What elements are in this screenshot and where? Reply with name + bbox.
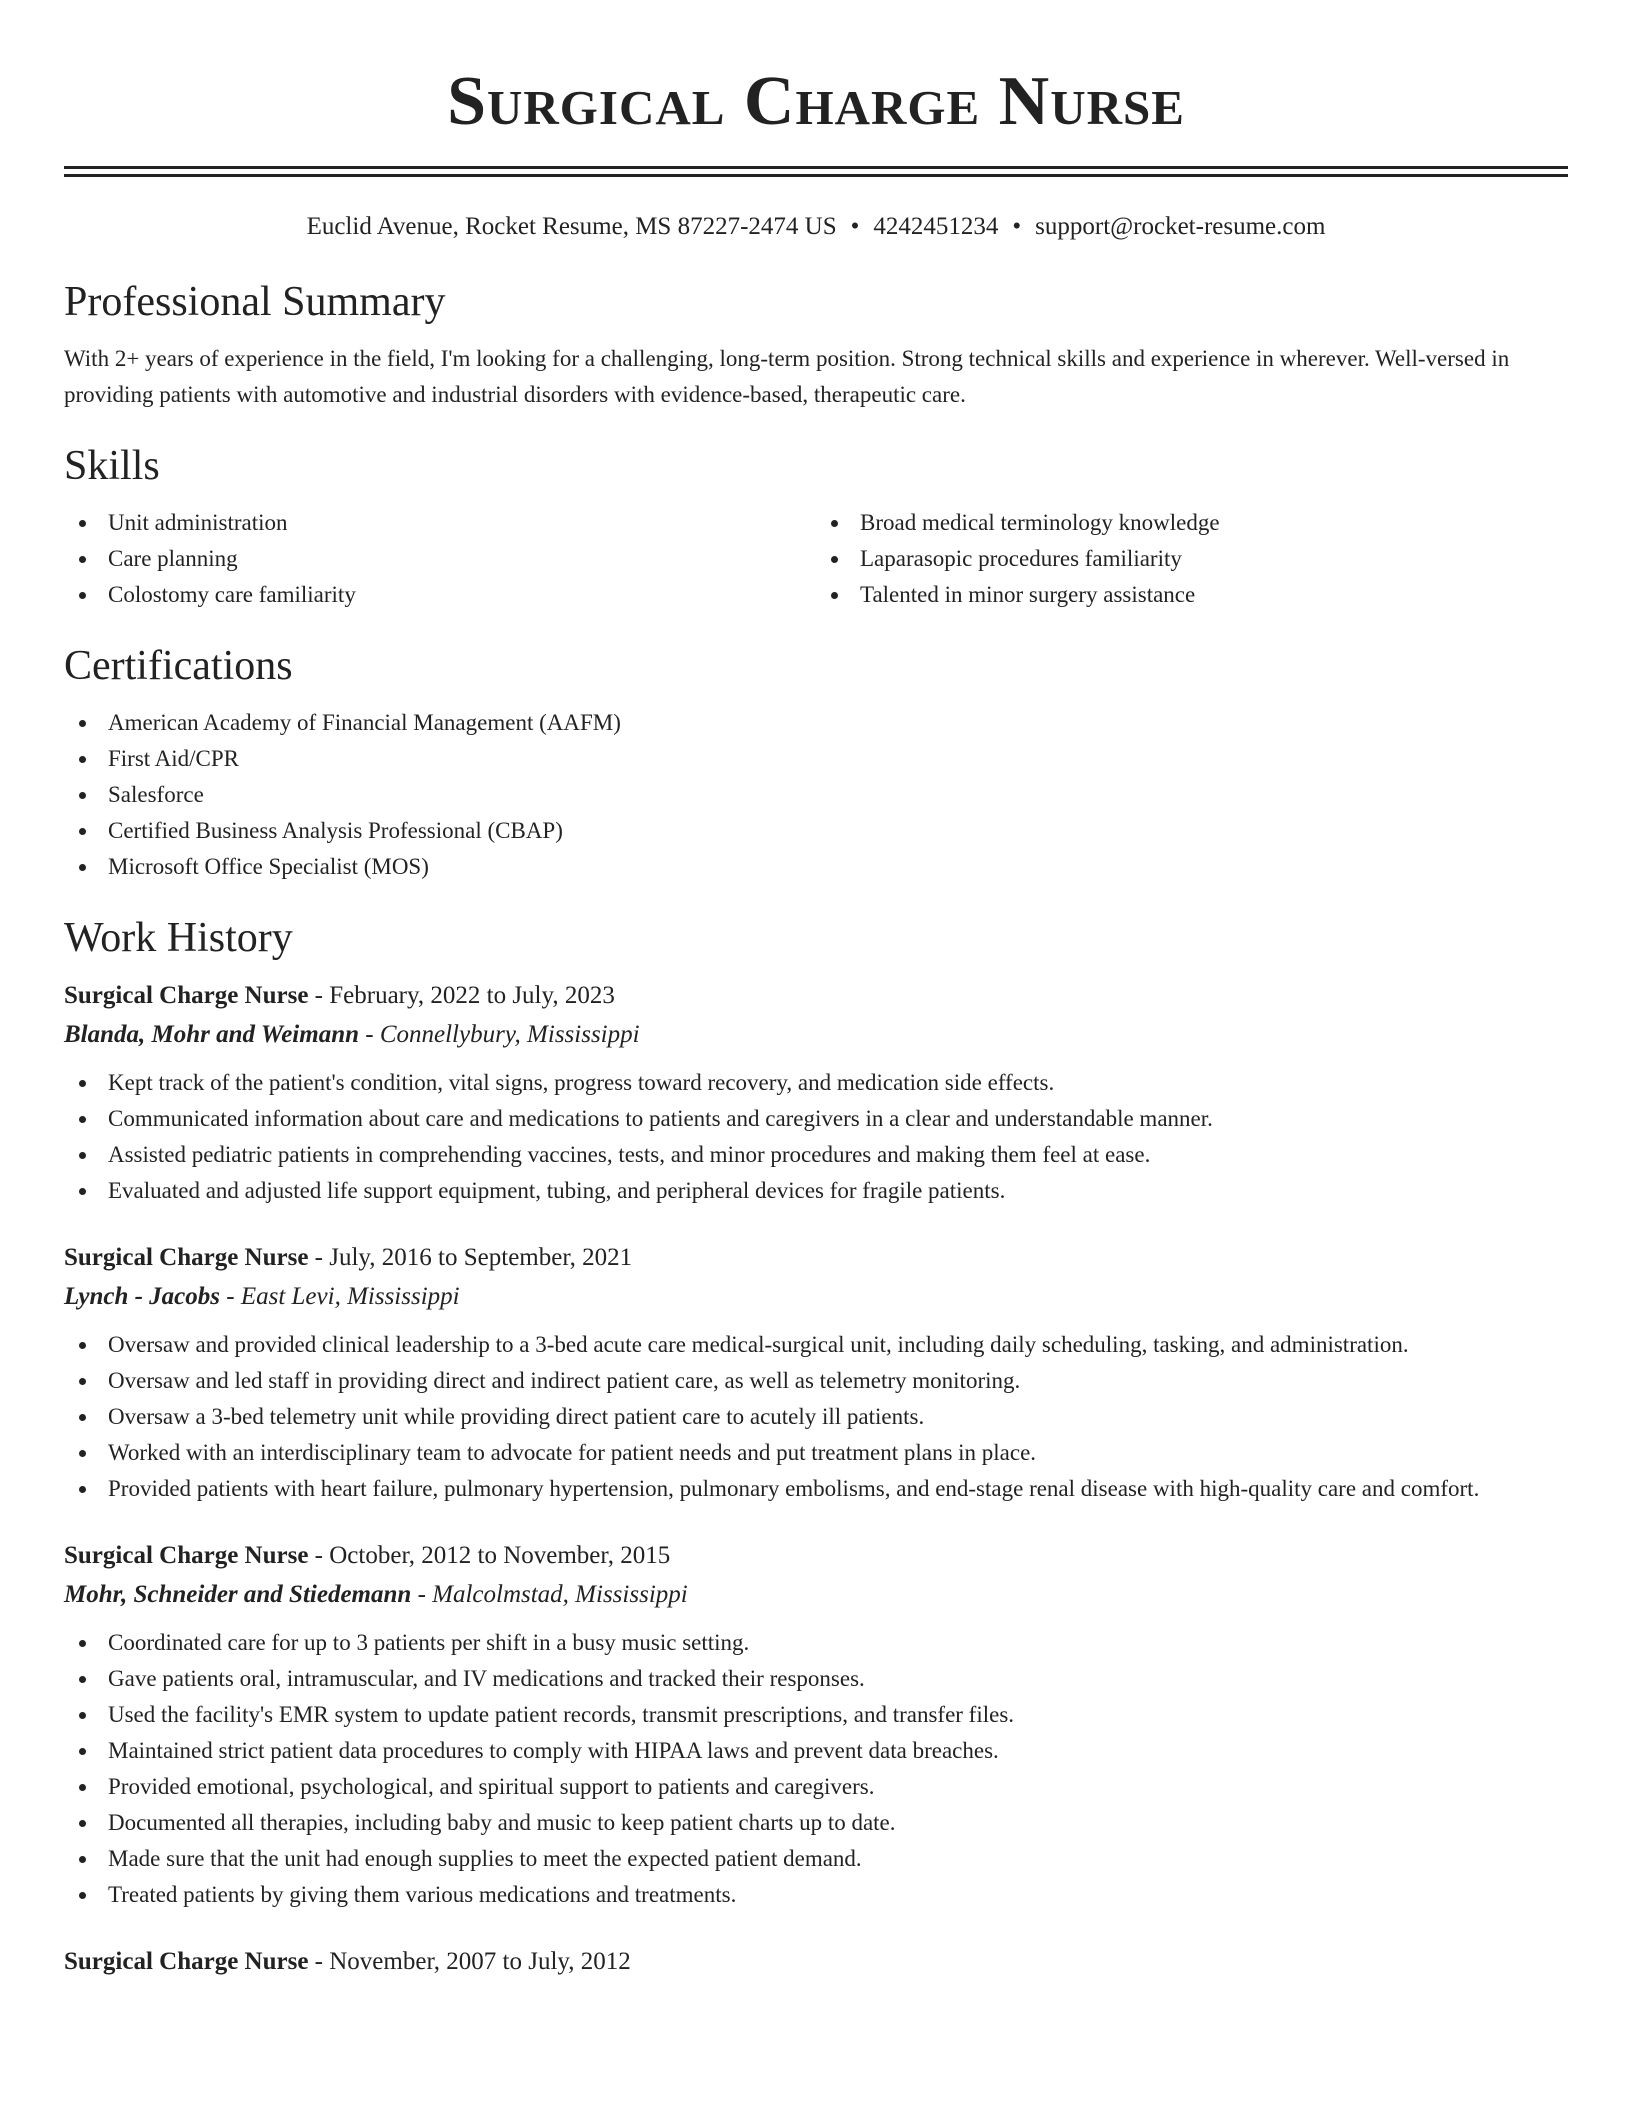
job-dates: July, 2016 to September, 2021	[329, 1244, 633, 1271]
job-location: Malcolmstad, Mississippi	[432, 1581, 688, 1608]
summary-section	[64, 277, 1568, 413]
job-bullet	[64, 1877, 1568, 1913]
job-company-line	[64, 1575, 1568, 1615]
certifications-heading: Certifications	[64, 643, 293, 689]
job-company: Mohr, Schneider and Stiedemann	[64, 1581, 412, 1608]
dash: -	[220, 1283, 241, 1310]
bullet-dot	[79, 1486, 86, 1493]
job-dates: February, 2022 to July, 2023	[329, 982, 615, 1009]
bullet-dot	[831, 556, 838, 563]
certification-item	[64, 813, 1568, 849]
certification-text: Salesforce	[108, 782, 204, 807]
skill-item	[64, 505, 816, 541]
contact-phone[interactable]: 4242451234	[873, 213, 999, 240]
certification-item	[64, 777, 1568, 813]
bullet-dot	[79, 1342, 86, 1349]
bullet-dot	[79, 1820, 86, 1827]
bullet-dot	[79, 1640, 86, 1647]
skill-text: Laparasopic procedures familiarity	[860, 546, 1182, 571]
job-bullet-text: Evaluated and adjusted life support equipment, tubing, and peripheral devices for fragile patients.	[108, 1178, 1006, 1203]
job-company: Blanda, Mohr and Weimann	[64, 1021, 360, 1048]
job-role: Surgical Charge Nurse	[64, 1542, 309, 1569]
skills-heading: Skills	[64, 443, 160, 489]
bullet-dot	[79, 828, 86, 835]
job-bullet-text: Worked with an interdisciplinary team to advocate for patient needs and put treatment plans in place.	[108, 1440, 1037, 1465]
bullet-dot	[79, 592, 86, 599]
bullet-dot	[79, 864, 86, 871]
bullet-dot	[79, 720, 86, 727]
skill-text: Colostomy care familiarity	[108, 582, 356, 607]
job-bullet-text: Oversaw a 3-bed telemetry unit while providing direct patient care to acutely ill patients.	[108, 1404, 925, 1429]
bullet-dot	[79, 792, 86, 799]
job-entry	[64, 1239, 1568, 1507]
bullet-dot	[831, 520, 838, 527]
skills-section	[64, 441, 1568, 613]
certification-item	[64, 849, 1568, 885]
job-role: Surgical Charge Nurse	[64, 982, 309, 1009]
skills-list-left	[64, 505, 816, 613]
dash: -	[359, 1021, 380, 1048]
skill-item	[816, 541, 1568, 577]
job-bullet	[64, 1625, 1568, 1661]
job-bullet	[64, 1363, 1568, 1399]
job-bullet	[64, 1173, 1568, 1209]
bullet-dot	[79, 1856, 86, 1863]
job-bullet	[64, 1327, 1568, 1363]
dash: -	[411, 1581, 433, 1608]
bullet-dot	[79, 1188, 86, 1195]
bullet-dot	[79, 1712, 86, 1719]
job-bullet-text: Used the facility's EMR system to update patient records, transmit prescriptions, and transfer files.	[108, 1702, 1015, 1727]
certification-text: Microsoft Office Specialist (MOS)	[108, 854, 429, 879]
bullet-dot	[79, 1784, 86, 1791]
job-bullet-text: Maintained strict patient data procedures to comply with HIPAA laws and prevent data breaches.	[108, 1738, 999, 1763]
job-location: Connellybury, Mississippi	[379, 1021, 640, 1048]
bullet-dot	[79, 1450, 86, 1457]
contact-address: Euclid Avenue, Rocket Resume, MS 87227-2474 US	[306, 213, 837, 240]
job-company: Lynch - Jacobs	[64, 1283, 220, 1310]
job-bullet	[64, 1435, 1568, 1471]
job-entry	[64, 1943, 1568, 1981]
bullet-dot	[79, 1892, 86, 1899]
job-company-line	[64, 1015, 1568, 1055]
dash: -	[308, 1542, 330, 1569]
skill-text: Unit administration	[108, 510, 288, 535]
job-bullets	[64, 1327, 1568, 1507]
certification-text: Certified Business Analysis Professional (CBAP)	[108, 818, 563, 843]
job-bullet-text: Assisted pediatric patients in comprehending vaccines, tests, and minor procedures and making them feel at ease.	[108, 1142, 1151, 1167]
job-bullets	[64, 1625, 1568, 1913]
contact-separator: •	[850, 213, 860, 240]
title-double-rule	[64, 166, 1568, 177]
job-bullet-text: Made sure that the unit had enough supplies to meet the expected patient demand.	[108, 1846, 862, 1871]
summary-heading: Professional Summary	[64, 279, 446, 325]
resume-title: Surgical Charge Nurse	[447, 63, 1185, 140]
job-bullet	[64, 1471, 1568, 1507]
job-bullet-text: Documented all therapies, including baby and music to keep patient charts up to date.	[108, 1810, 896, 1835]
job-title-line	[64, 977, 1568, 1015]
job-bullet	[64, 1697, 1568, 1733]
job-role: Surgical Charge Nurse	[64, 1948, 309, 1975]
bullet-dot	[79, 520, 86, 527]
job-bullet-text: Provided emotional, psychological, and spiritual support to patients and caregivers.	[108, 1774, 875, 1799]
contact-separator: •	[1012, 213, 1022, 240]
skills-list-right	[816, 505, 1568, 613]
job-entry	[64, 977, 1568, 1209]
job-role: Surgical Charge Nurse	[64, 1244, 309, 1271]
job-bullet	[64, 1661, 1568, 1697]
contact-line	[64, 211, 1568, 243]
job-bullet	[64, 1805, 1568, 1841]
job-bullet-text: Kept track of the patient's condition, vital signs, progress toward recovery, and medication side effects.	[108, 1070, 1055, 1095]
dash: -	[308, 982, 330, 1009]
summary-text: With 2+ years of experience in the field, I'm looking for a challenging, long-term position. Strong technical skills and experience in wherever. Well-versed in providing patients with automotive and industrial disorders with evidence-based, therapeutic care.	[64, 346, 1510, 407]
bullet-dot	[79, 1414, 86, 1421]
skill-text: Care planning	[108, 546, 238, 571]
job-title-line	[64, 1943, 1568, 1981]
bullet-dot	[79, 556, 86, 563]
bullet-dot	[79, 1748, 86, 1755]
skills-grid	[64, 505, 1568, 613]
skills-column-left	[64, 505, 816, 613]
bullet-dot	[79, 1378, 86, 1385]
job-dates: October, 2012 to November, 2015	[329, 1542, 671, 1569]
bullet-dot	[79, 1116, 86, 1123]
work-history-section	[64, 913, 1568, 1981]
certifications-list	[64, 705, 1568, 885]
job-bullet-text: Gave patients oral, intramuscular, and IV medications and tracked their responses.	[108, 1666, 865, 1691]
work-history-heading: Work History	[64, 915, 293, 961]
bullet-dot	[79, 1080, 86, 1087]
job-bullet	[64, 1065, 1568, 1101]
job-title-line	[64, 1239, 1568, 1277]
skill-text: Talented in minor surgery assistance	[860, 582, 1196, 607]
skill-item	[64, 577, 816, 613]
bullet-dot	[79, 1676, 86, 1683]
job-entry	[64, 1537, 1568, 1913]
job-bullet	[64, 1769, 1568, 1805]
job-bullet-text: Provided patients with heart failure, pulmonary hypertension, pulmonary embolisms, and end-stage renal disease with high-quality care and comfort.	[108, 1476, 1480, 1501]
job-bullet	[64, 1101, 1568, 1137]
skill-item	[64, 541, 816, 577]
bullet-dot	[79, 1152, 86, 1159]
job-bullet-text: Coordinated care for up to 3 patients per shift in a busy music setting.	[108, 1630, 750, 1655]
job-bullets	[64, 1065, 1568, 1209]
job-location: East Levi, Mississippi	[240, 1283, 460, 1310]
skill-item	[816, 505, 1568, 541]
job-bullet-text: Oversaw and led staff in providing direct and indirect patient care, as well as telemetry monitoring.	[108, 1368, 1021, 1393]
certification-item	[64, 741, 1568, 777]
certification-text: American Academy of Financial Management (AAFM)	[108, 710, 621, 735]
bullet-dot	[79, 756, 86, 763]
job-bullet	[64, 1137, 1568, 1173]
job-bullet-text: Treated patients by giving them various medications and treatments.	[108, 1882, 737, 1907]
bullet-dot	[831, 592, 838, 599]
skill-item	[816, 577, 1568, 613]
dash: -	[308, 1948, 330, 1975]
skills-column-right	[816, 505, 1568, 613]
contact-email[interactable]: support@rocket-resume.com	[1035, 213, 1326, 240]
certification-text: First Aid/CPR	[108, 746, 240, 771]
job-title-line	[64, 1537, 1568, 1575]
job-bullet-text: Oversaw and provided clinical leadership to a 3-bed acute care medical-surgical unit, including daily scheduling, tasking, and administration.	[108, 1332, 1409, 1357]
job-company-line	[64, 1277, 1568, 1317]
job-bullet	[64, 1841, 1568, 1877]
skill-text: Broad medical terminology knowledge	[860, 510, 1220, 535]
certifications-section	[64, 641, 1568, 885]
dash: -	[308, 1244, 330, 1271]
job-dates: November, 2007 to July, 2012	[329, 1948, 631, 1975]
job-bullet	[64, 1733, 1568, 1769]
job-bullet	[64, 1399, 1568, 1435]
job-bullet-text: Communicated information about care and medications to patients and caregivers in a clear and understandable manner.	[108, 1106, 1213, 1131]
certification-item	[64, 705, 1568, 741]
